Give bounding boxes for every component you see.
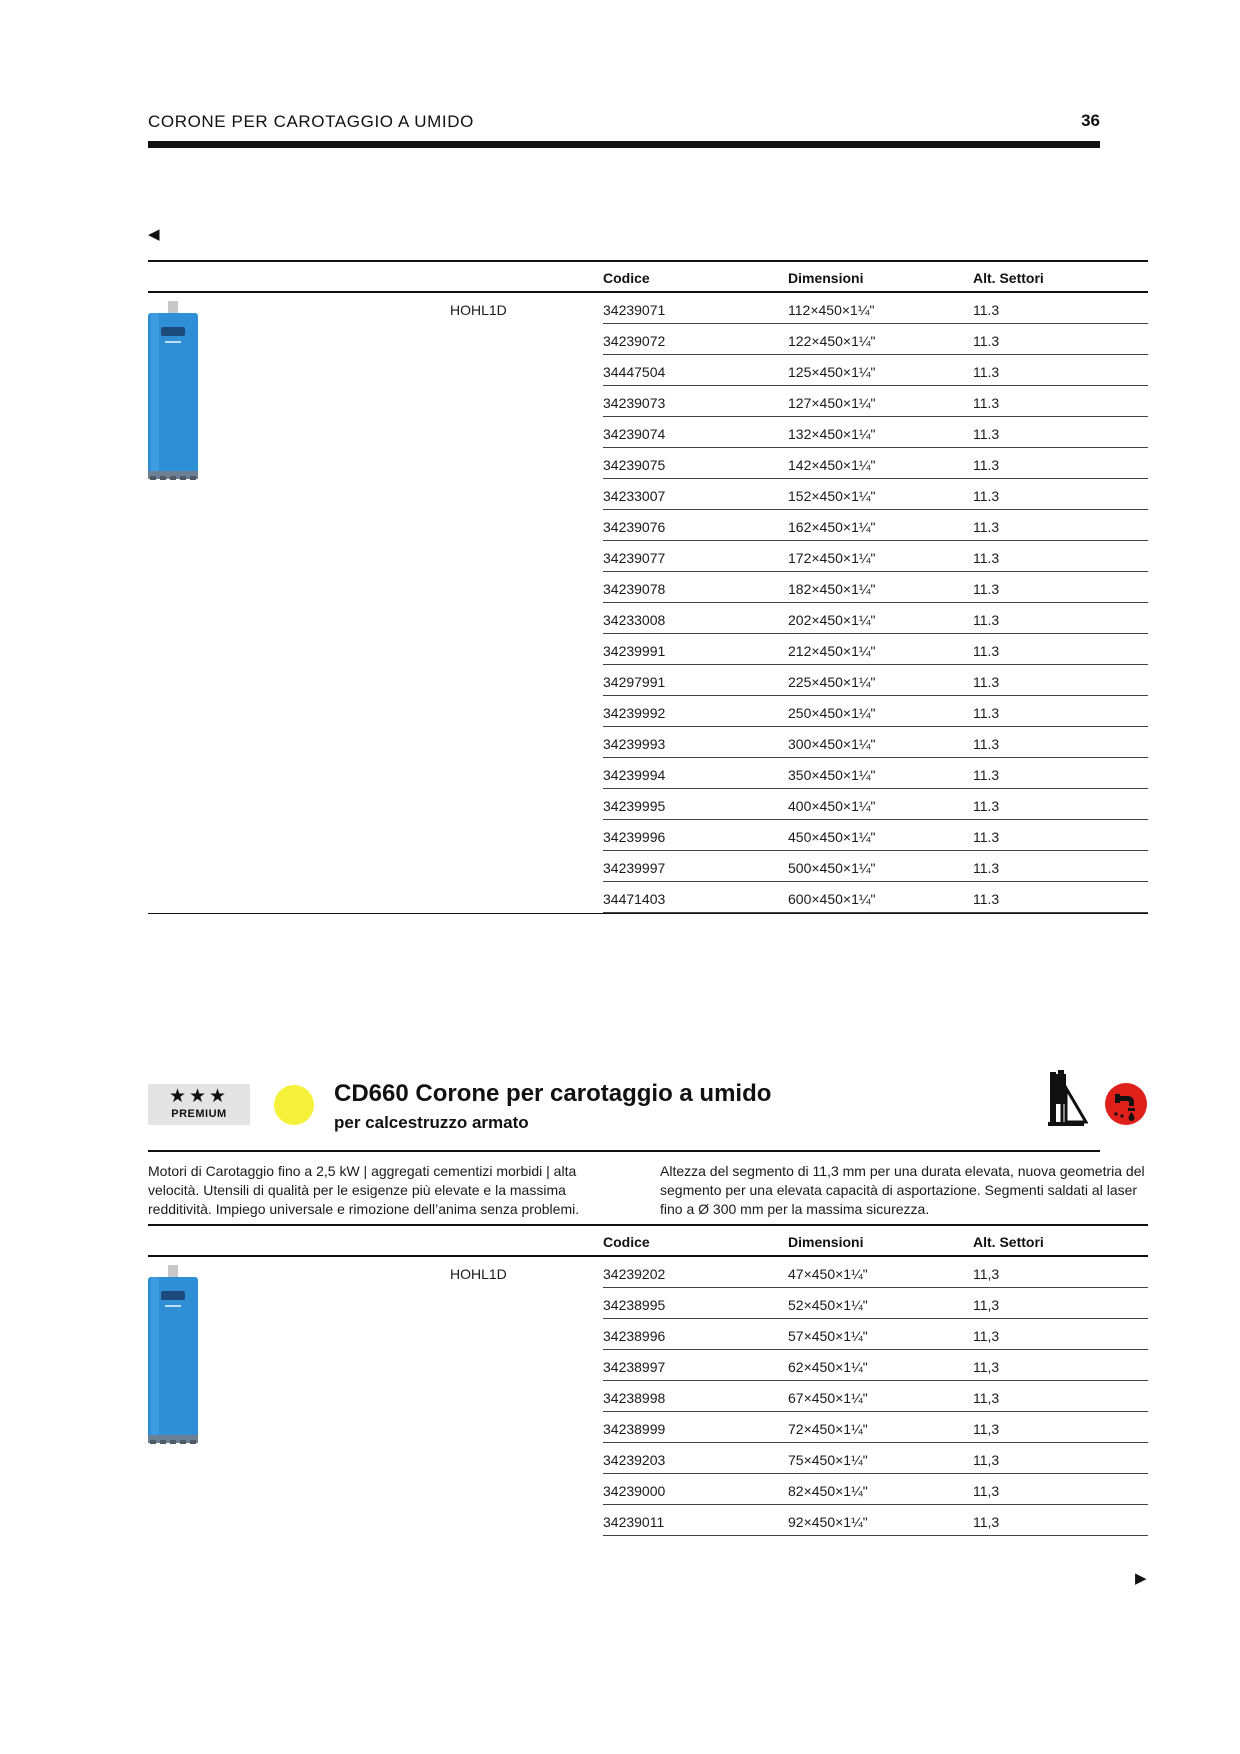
- table-row: [603, 758, 1148, 789]
- cell-codice: 34238995: [603, 1297, 666, 1313]
- table-header: [148, 1226, 1148, 1257]
- table-row: [603, 1288, 1148, 1319]
- cell-dimensioni: 127×450×1¼": [788, 395, 876, 411]
- cell-alt-settori: 11.3: [973, 891, 1000, 907]
- cell-alt-settori: 11.3: [973, 519, 1000, 535]
- table-row: [603, 1443, 1148, 1474]
- cell-dimensioni: 112×450×1¼": [788, 302, 875, 318]
- cell-alt-settori: 11.3: [973, 612, 1000, 628]
- table-row: [603, 634, 1148, 665]
- cell-codice: 34239992: [603, 705, 666, 721]
- cell-codice: 34233008: [603, 612, 666, 628]
- cell-dimensioni: 172×450×1¼": [788, 550, 876, 566]
- cell-codice: 34239076: [603, 519, 666, 535]
- table-row: [603, 1505, 1148, 1536]
- cell-codice: 34239074: [603, 426, 666, 442]
- table-row: [603, 417, 1148, 448]
- table-body: [148, 293, 1148, 913]
- table-row: [603, 820, 1148, 851]
- product-type-label: HOHL1D: [450, 302, 507, 318]
- cell-codice: 34239075: [603, 457, 666, 473]
- core-drill-bit-image: [148, 1265, 198, 1445]
- cell-codice: 34239071: [603, 302, 666, 318]
- section-rule: [148, 1150, 1100, 1152]
- cell-alt-settori: 11.3: [973, 488, 1000, 504]
- drill-rig-icon: [1048, 1068, 1088, 1128]
- cell-codice: 34471403: [603, 891, 666, 907]
- table-row: [603, 479, 1148, 510]
- page-number: 36: [1081, 111, 1100, 130]
- water-drop-icon: [1104, 1082, 1148, 1126]
- cell-alt-settori: 11.3: [973, 550, 1000, 566]
- table-row: [603, 1474, 1148, 1505]
- cell-codice: 34447504: [603, 364, 666, 380]
- cell-alt-settori: 11,3: [973, 1452, 1000, 1468]
- cell-dimensioni: 182×450×1¼": [788, 581, 876, 597]
- cell-alt-settori: 11.3: [973, 643, 1000, 659]
- cell-alt-settori: 11,3: [973, 1514, 1000, 1530]
- cell-codice: 34239073: [603, 395, 666, 411]
- product-subtitle: per calcestruzzo armato: [334, 1113, 529, 1132]
- cell-alt-settori: 11,3: [973, 1390, 1000, 1406]
- cell-dimensioni: 212×450×1¼": [788, 643, 876, 659]
- column-header-dimensioni: Dimensioni: [788, 1234, 864, 1250]
- cell-dimensioni: 125×450×1¼": [788, 364, 876, 380]
- cell-dimensioni: 132×450×1¼": [788, 426, 876, 442]
- cell-dimensioni: 225×450×1¼": [788, 674, 876, 690]
- cell-alt-settori: 11.3: [973, 798, 1000, 814]
- cell-dimensioni: 142×450×1¼": [788, 457, 876, 473]
- cell-codice: 34239991: [603, 643, 666, 659]
- cell-alt-settori: 11,3: [973, 1266, 1000, 1282]
- previous-arrow-icon[interactable]: ◀: [148, 226, 160, 243]
- column-header-codice: Codice: [603, 270, 650, 286]
- cell-alt-settori: 11.3: [973, 426, 1000, 442]
- premium-label: PREMIUM: [171, 1108, 227, 1120]
- core-drill-bit-image: [148, 301, 198, 481]
- cell-codice: 34239996: [603, 829, 666, 845]
- table-row: [603, 293, 1148, 324]
- cell-codice: 34239994: [603, 767, 666, 783]
- cell-codice: 34239000: [603, 1483, 666, 1499]
- premium-badge: [148, 1084, 250, 1125]
- cell-codice: 34239011: [603, 1514, 665, 1530]
- cell-codice: 34239203: [603, 1452, 666, 1468]
- cell-dimensioni: 250×450×1¼": [788, 705, 876, 721]
- cell-codice: 34239202: [603, 1266, 666, 1282]
- table-row: [603, 727, 1148, 758]
- cell-dimensioni: 47×450×1¼": [788, 1266, 868, 1282]
- product-table-1: [148, 260, 1148, 914]
- table-bottom-rule: [148, 913, 1148, 914]
- column-header-alt-settori: Alt. Settori: [973, 1234, 1044, 1250]
- table-row: [603, 1412, 1148, 1443]
- table-row: [603, 448, 1148, 479]
- cell-alt-settori: 11.3: [973, 364, 1000, 380]
- running-header-title: CORONE PER CAROTAGGIO A UMIDO: [148, 112, 474, 131]
- product-type-label: HOHL1D: [450, 1266, 507, 1282]
- cell-dimensioni: 450×450×1¼": [788, 829, 876, 845]
- cell-codice: 34238996: [603, 1328, 666, 1344]
- cell-alt-settori: 11.3: [973, 674, 1000, 690]
- product-description-right: Altezza del segmento di 11,3 mm per una durata elevata, nuova geometria del segmento per una elevata capacità di asportazione. Segmenti saldati al laser fino a Ø 300 mm per la massima sicurezza.: [660, 1163, 1145, 1217]
- table-row: [603, 789, 1148, 820]
- cell-alt-settori: 11,3: [973, 1359, 1000, 1375]
- table-row: [603, 882, 1148, 913]
- cell-alt-settori: 11,3: [973, 1328, 1000, 1344]
- table-header: [148, 262, 1148, 293]
- cell-dimensioni: 67×450×1¼": [788, 1390, 868, 1406]
- cell-alt-settori: 11.3: [973, 829, 1000, 845]
- table-row: [603, 851, 1148, 882]
- column-header-alt-settori: Alt. Settori: [973, 270, 1044, 286]
- cell-dimensioni: 300×450×1¼": [788, 736, 876, 752]
- category-color-dot: [274, 1085, 314, 1125]
- column-header-codice: Codice: [603, 1234, 650, 1250]
- cell-dimensioni: 82×450×1¼": [788, 1483, 868, 1499]
- cell-dimensioni: 92×450×1¼": [788, 1514, 868, 1530]
- cell-dimensioni: 350×450×1¼": [788, 767, 876, 783]
- header-rule: [148, 141, 1100, 148]
- cell-alt-settori: 11.3: [973, 860, 1000, 876]
- table-row: [603, 572, 1148, 603]
- cell-dimensioni: 62×450×1¼": [788, 1359, 868, 1375]
- cell-alt-settori: 11.3: [973, 736, 1000, 752]
- cell-dimensioni: 122×450×1¼": [788, 333, 876, 349]
- cell-alt-settori: 11.3: [973, 333, 1000, 349]
- table-row: [603, 696, 1148, 727]
- cell-alt-settori: 11.3: [973, 457, 1000, 473]
- table-row: [603, 665, 1148, 696]
- cell-dimensioni: 600×450×1¼": [788, 891, 876, 907]
- cell-alt-settori: 11.3: [973, 705, 1000, 721]
- cell-alt-settori: 11,3: [973, 1297, 1000, 1313]
- table-body: [148, 1257, 1148, 1536]
- cell-codice: 34239072: [603, 333, 666, 349]
- cell-dimensioni: 162×450×1¼": [788, 519, 876, 535]
- cell-codice: 34238999: [603, 1421, 666, 1437]
- next-arrow-icon[interactable]: ▶: [1135, 1570, 1147, 1587]
- cell-dimensioni: 152×450×1¼": [788, 488, 876, 504]
- cell-alt-settori: 11.3: [973, 395, 1000, 411]
- cell-alt-settori: 11.3: [973, 581, 1000, 597]
- product-description-left: Motori di Carotaggio fino a 2,5 kW | aggregati cementizi morbidi | alta velocità. Utensili di qualità per le esigenze più elevate e la massima redditività. Impiego universale e rimozione dell’anima senza problemi.: [148, 1163, 580, 1217]
- cell-dimensioni: 500×450×1¼": [788, 860, 876, 876]
- cell-alt-settori: 11,3: [973, 1421, 1000, 1437]
- cell-alt-settori: 11.3: [973, 302, 1000, 318]
- table-row: [603, 324, 1148, 355]
- table-row: [603, 386, 1148, 417]
- cell-codice: 34297991: [603, 674, 666, 690]
- table-row: [603, 510, 1148, 541]
- cell-codice: 34238998: [603, 1390, 666, 1406]
- cell-dimensioni: 400×450×1¼": [788, 798, 876, 814]
- cell-alt-settori: 11,3: [973, 1483, 1000, 1499]
- cell-codice: 34238997: [603, 1359, 666, 1375]
- table-row: [603, 1381, 1148, 1412]
- cell-dimensioni: 57×450×1¼": [788, 1328, 868, 1344]
- cell-codice: 34239993: [603, 736, 666, 752]
- table-row: [603, 1350, 1148, 1381]
- table-row: [603, 355, 1148, 386]
- cell-codice: 34239997: [603, 860, 666, 876]
- cell-codice: 34239995: [603, 798, 666, 814]
- cell-dimensioni: 75×450×1¼": [788, 1452, 868, 1468]
- cell-dimensioni: 72×450×1¼": [788, 1421, 868, 1437]
- column-header-dimensioni: Dimensioni: [788, 270, 864, 286]
- product-title: CD660 Corone per carotaggio a umido: [334, 1080, 772, 1107]
- cell-alt-settori: 11.3: [973, 767, 1000, 783]
- table-row: [603, 1257, 1148, 1288]
- cell-codice: 34239077: [603, 550, 666, 566]
- star-rating-icon: ★★★: [168, 1086, 230, 1107]
- table-row: [603, 541, 1148, 572]
- cell-dimensioni: 52×450×1¼": [788, 1297, 868, 1313]
- table-row: [603, 603, 1148, 634]
- table-row: [603, 1319, 1148, 1350]
- cell-codice: 34233007: [603, 488, 666, 504]
- cell-codice: 34239078: [603, 581, 666, 597]
- cell-dimensioni: 202×450×1¼": [788, 612, 876, 628]
- product-table-2: [148, 1224, 1148, 1536]
